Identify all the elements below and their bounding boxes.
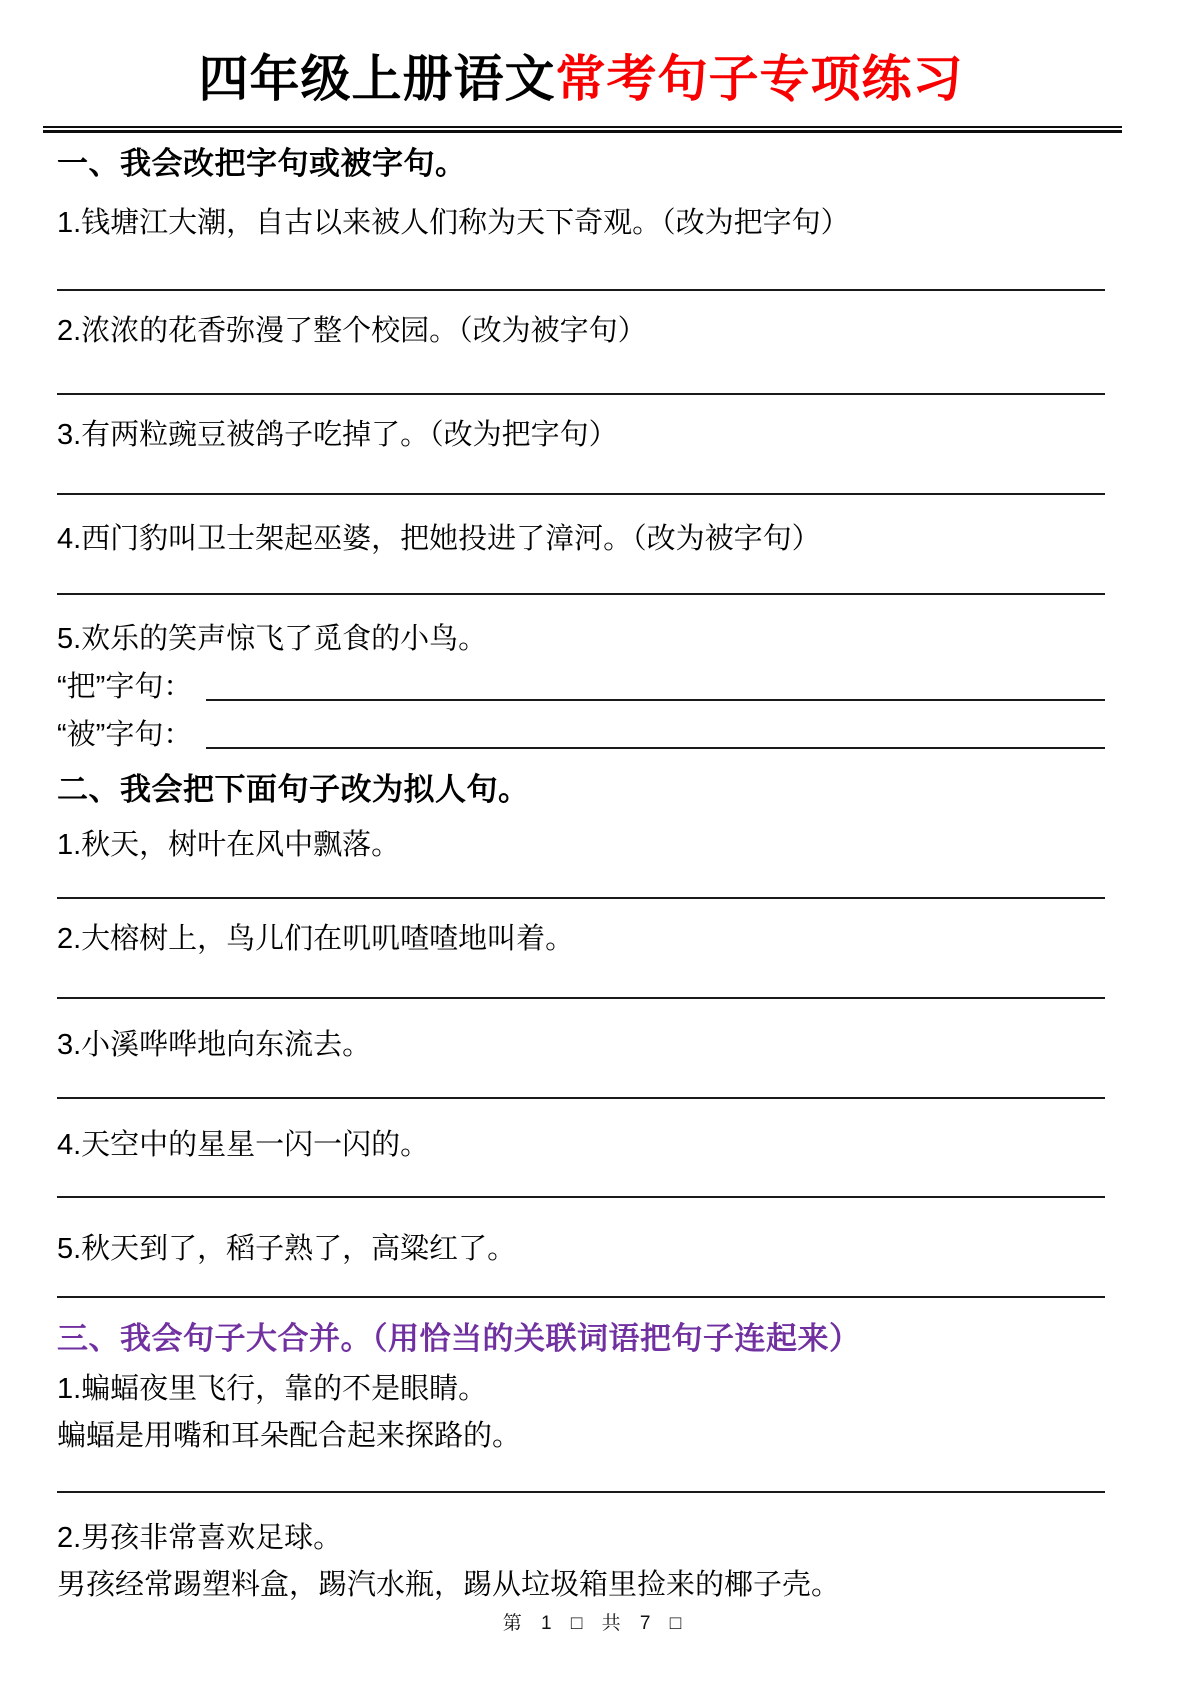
answer-blank-line — [57, 997, 1105, 999]
answer-blank-line — [57, 1196, 1105, 1198]
question-2-1: 1.秋天，树叶在风中飘落。 — [57, 829, 401, 861]
question-1-1: 1.钱塘江大潮，自古以来被人们称为天下奇观。（改为把字句） — [57, 207, 850, 239]
page-title — [57, 50, 1105, 109]
worksheet-content — [0, 50, 1191, 1607]
answer-blank-line — [57, 593, 1105, 595]
section-1-heading: 一、我会改把字句或被字句。 — [57, 146, 467, 181]
page-title-red: 常考句子专项练习 — [555, 51, 964, 107]
page-number-footer: 第 1 □ 共 7 □ — [502, 1613, 689, 1634]
section-2-heading: 二、我会把下面句子改为拟人句。 — [57, 772, 530, 807]
question-2-4: 4.天空中的星星一闪一闪的。 — [57, 1129, 430, 1161]
ba-sentence-label: “把”字句： — [57, 671, 193, 703]
answer-blank-line — [57, 1296, 1105, 1298]
question-2-2: 2.大榕树上，鸟儿们在叽叽喳喳地叫着。 — [57, 923, 575, 955]
question-2-5: 5.秋天到了，稻子熟了，高粱红了。 — [57, 1233, 517, 1265]
question-3-1-line-2: 蝙蝠是用嘴和耳朵配合起来探路的。 — [57, 1420, 522, 1452]
question-1-3: 3.有两粒豌豆被鸽子吃掉了。（改为把字句） — [57, 419, 618, 451]
question-3-2-line-1: 2.男孩非常喜欢足球。 — [57, 1522, 343, 1554]
question-1-4: 4.西门豹叫卫士架起巫婆，把她投进了漳河。（改为被字句） — [57, 523, 821, 555]
page-title-black: 四年级上册语文 — [198, 51, 556, 107]
answer-blank-line — [57, 1097, 1105, 1099]
question-1-2: 2.浓浓的花香弥漫了整个校园。（改为被字句） — [57, 315, 647, 347]
title-divider — [43, 126, 1122, 133]
answer-blank-line — [57, 289, 1105, 291]
answer-blank-line — [57, 1491, 1105, 1493]
question-2-3: 3.小溪哗哗地向东流去。 — [57, 1029, 372, 1061]
divider-bottom-line — [43, 130, 1122, 133]
bei-sentence-label: “被”字句： — [57, 719, 193, 751]
answer-blank-line — [57, 393, 1105, 395]
bei-sentence-row — [57, 713, 1105, 757]
ba-sentence-row — [57, 665, 1105, 709]
question-3-2-line-2: 男孩经常踢塑料盒，踢汽水瓶，踢从垃圾箱里捡来的椰子壳。 — [57, 1569, 841, 1601]
section-3-heading: 三、我会句子大合并。（用恰当的关联词语把句子连起来） — [57, 1321, 861, 1356]
answer-blank-line — [57, 493, 1105, 495]
question-1-5: 5.欢乐的笑声惊飞了觅食的小鸟。 — [57, 623, 488, 655]
answer-blank-line — [57, 897, 1105, 899]
answer-blank-line — [206, 699, 1105, 701]
question-3-1-line-1: 1.蝙蝠夜里飞行，靠的不是眼睛。 — [57, 1373, 488, 1405]
answer-blank-line — [206, 747, 1105, 749]
